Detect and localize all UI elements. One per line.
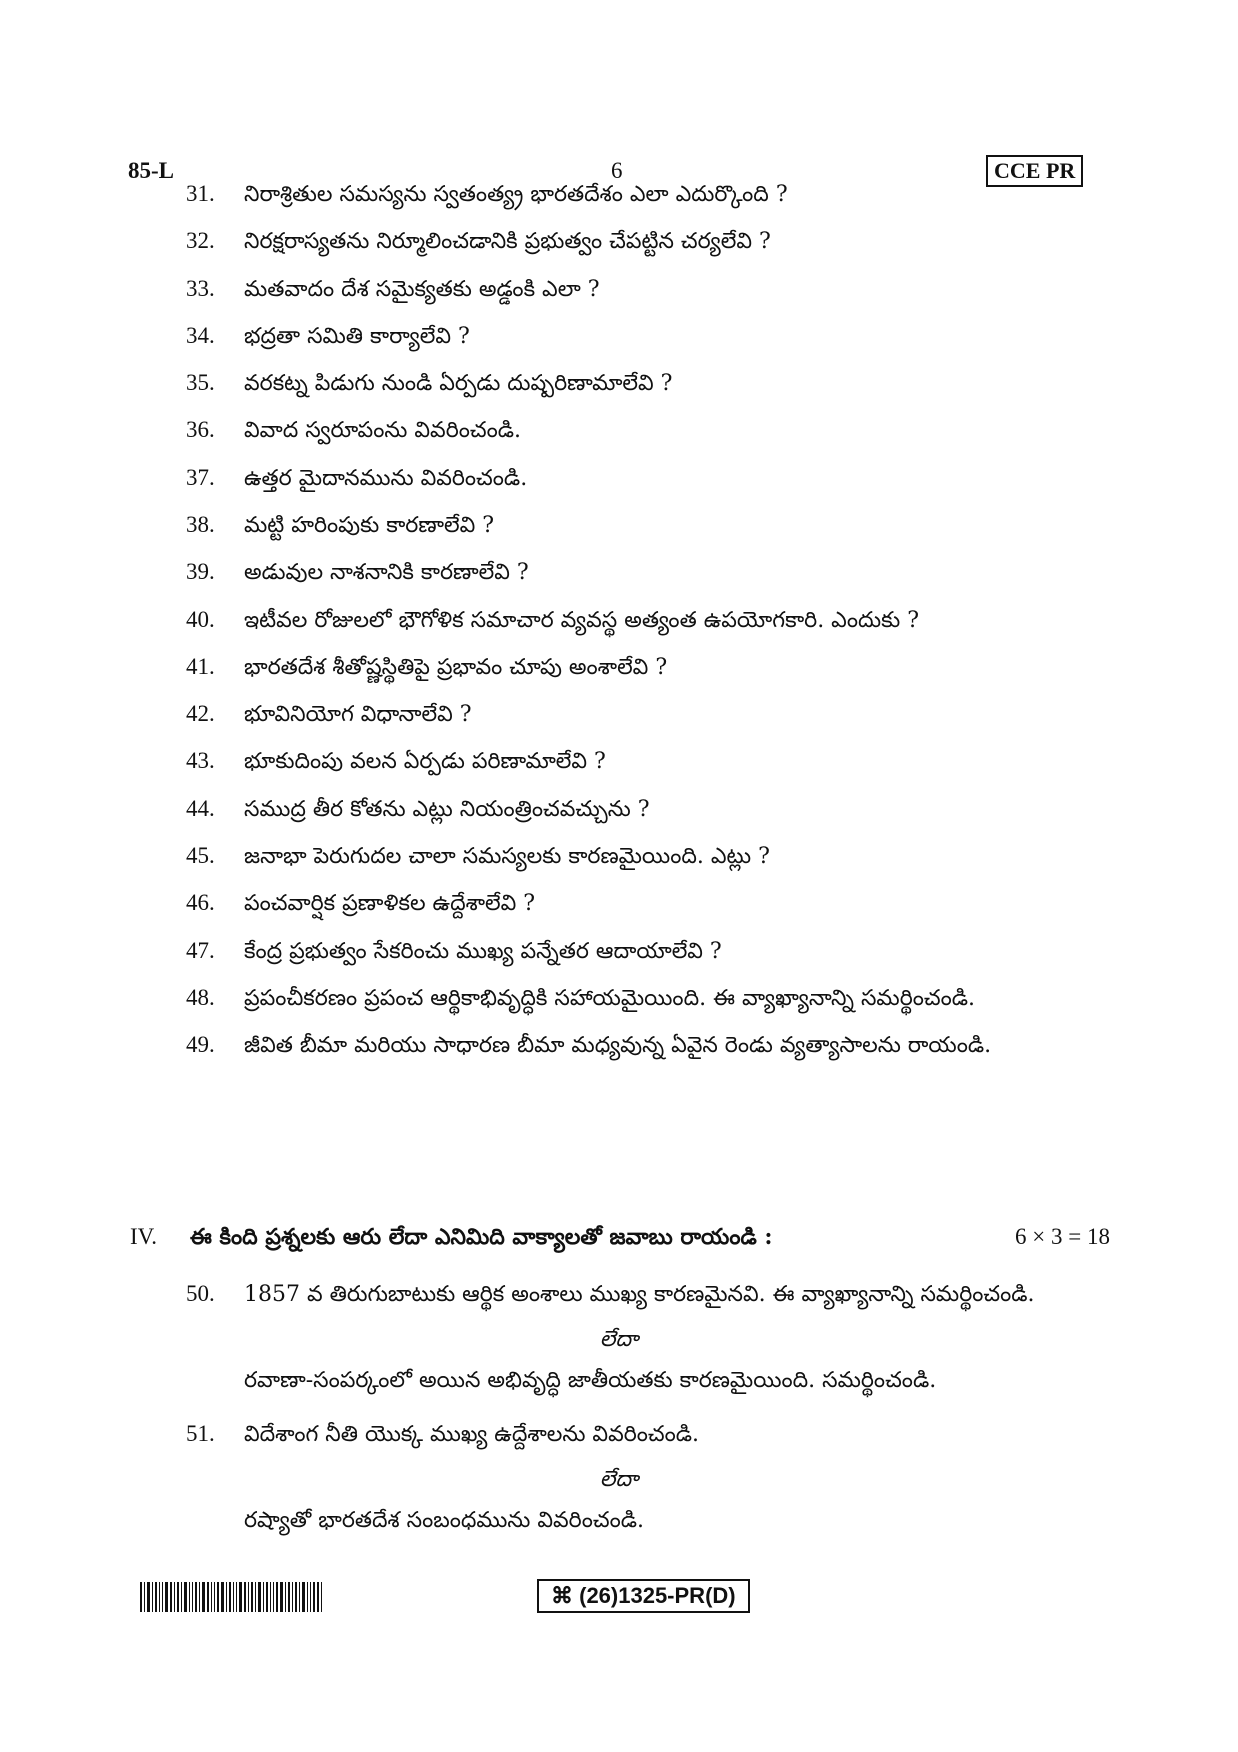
section-number: IV.: [130, 1224, 158, 1249]
section-iv-heading: [130, 1222, 1110, 1252]
question-number: 42.: [186, 701, 215, 726]
question-47: [186, 936, 722, 967]
question-35: [186, 368, 672, 399]
question-number: 45.: [186, 843, 215, 868]
section-instruction: ఈ కింది ప్రశ్నలకు ఆరు లేదా ఎనిమిది వాక్యాలతో జవాబు రాయండి :: [190, 1224, 773, 1250]
page-number: 6: [611, 158, 623, 183]
alternative-question-50: రవాణా-సంపర్కంలో అయిన అభివృద్ధి జాతీయతకు కారణమైయింది. సమర్థించండి.: [244, 1368, 937, 1393]
question-text: జనాభా పెరుగుదల చాలా సమస్యలకు కారణమైయింది. ఎట్లు ?: [244, 844, 770, 869]
question-number: 37.: [186, 465, 215, 490]
question-text: భద్రతా సమితి కార్యాలేవి ?: [244, 324, 470, 349]
question-number: 51.: [186, 1421, 215, 1446]
question-text: కేంద్ర ప్రభుత్వం సేకరించు ముఖ్య పన్నేతర ఆదాయాలేవి ?: [244, 939, 722, 964]
question-36: [186, 415, 521, 446]
question-51: [186, 1419, 699, 1450]
question-33: [186, 274, 600, 305]
question-text: భారతదేశ శీతోష్ణస్థితిపై ప్రభావం చూపు అంశాలేవి ?: [244, 655, 668, 680]
question-31: [186, 179, 788, 210]
question-number: 44.: [186, 796, 215, 821]
question-44: [186, 794, 650, 825]
question-49: [186, 1030, 991, 1061]
question-45: [186, 841, 770, 872]
question-37: [186, 463, 527, 494]
question-text: పంచవార్షిక ప్రణాళికల ఉద్దేశాలేవి ?: [244, 891, 536, 916]
section-marks: 6 × 3 = 18: [1015, 1224, 1110, 1249]
question-text: జీవిత బీమా మరియు సాధారణ బీమా మధ్యవున్న ఏవైన రెండు వ్యత్యాసాలను రాయండి.: [244, 1033, 992, 1058]
question-number: 40.: [186, 607, 215, 632]
question-text: వరకట్న పిడుగు నుండి ఏర్పడు దుష్పరిణామాలేవి ?: [244, 371, 673, 396]
question-number: 39.: [186, 559, 215, 584]
question-text: ఉత్తర మైదానమును వివరించండి.: [244, 466, 528, 491]
question-42: [186, 699, 472, 730]
question-number: 50.: [186, 1281, 215, 1306]
question-number: 38.: [186, 512, 215, 537]
question-number: 49.: [186, 1032, 215, 1057]
question-text: మట్టి హరింపుకు కారణాలేవి ?: [244, 513, 495, 538]
question-38: [186, 510, 494, 541]
question-text: మతవాదం దేశ సమైక్యతకు అడ్డంకి ఎలా ?: [244, 277, 600, 302]
question-number: 35.: [186, 370, 215, 395]
question-number: 47.: [186, 938, 215, 963]
question-50: [186, 1279, 1035, 1310]
question-paper-code: ⌘ (26)1325-PR(D): [537, 1579, 750, 1613]
question-number: 36.: [186, 417, 215, 442]
question-text: సముద్ర తీర కోతను ఎట్లు నియంత్రించవచ్చును ?: [244, 797, 650, 822]
or-label: లేదా: [599, 1327, 639, 1352]
question-text: నిరాశ్రితుల సమస్యను స్వతంత్య్ర భారతదేశం ఎలా ఎదుర్కొంది ?: [244, 182, 788, 207]
question-number: 41.: [186, 654, 215, 679]
question-41: [186, 652, 667, 683]
question-number: 48.: [186, 985, 215, 1010]
question-number: 43.: [186, 748, 215, 773]
alternative-question-51: రష్యాతో భారతదేశ సంబంధమును వివరించండి.: [244, 1508, 644, 1533]
question-text: ఇటీవల రోజులలో భౌగోళిక సమాచార వ్యవస్థ అత్యంత ఉపయోగకారి. ఎందుకు ?: [244, 608, 920, 633]
question-46: [186, 888, 535, 919]
question-number: 46.: [186, 890, 215, 915]
or-label: లేదా: [599, 1467, 639, 1492]
question-number: 33.: [186, 276, 215, 301]
question-32: [186, 226, 771, 257]
question-number: 32.: [186, 228, 215, 253]
question-text: నిరక్షరాస్యతను నిర్మూలించడానికి ప్రభుత్వం చేపట్టిన చర్యలేవి ?: [244, 229, 771, 254]
paper-code: 85-L: [128, 158, 174, 183]
question-text: అడువుల నాశనానికి కారణాలేవి ?: [244, 560, 529, 585]
question-40: [186, 605, 919, 636]
question-number: 34.: [186, 323, 215, 348]
question-text: భూకుదింపు వలన ఏర్పడు పరిణామాలేవి ?: [244, 749, 606, 774]
question-text: భూవినియోగ విధానాలేవి ?: [244, 702, 472, 727]
barcode-image: [140, 1582, 380, 1612]
question-text: 1857 వ తిరుగుబాటుకు ఆర్థిక అంశాలు ముఖ్య కారణమైనవి. ఈ వ్యాఖ్యానాన్ని సమర్థించండి.: [244, 1282, 1035, 1307]
question-34: [186, 321, 470, 352]
question-39: [186, 557, 529, 588]
question-text: ప్రపంచీకరణం ప్రపంచ ఆర్థికాభివృద్ధికి సహాయమైయింది. ఈ వ్యాఖ్యానాన్ని సమర్థించండి.: [244, 986, 976, 1011]
question-48: [186, 983, 975, 1014]
question-43: [186, 746, 606, 777]
question-text: విదేశాంగ నీతి యొక్క ముఖ్య ఉద్దేశాలను వివరించండి.: [244, 1422, 700, 1447]
question-number: 31.: [186, 181, 215, 206]
question-text: వివాద స్వరూపంను వివరించండి.: [244, 418, 522, 443]
exam-code-box: CCE PR: [986, 155, 1083, 187]
